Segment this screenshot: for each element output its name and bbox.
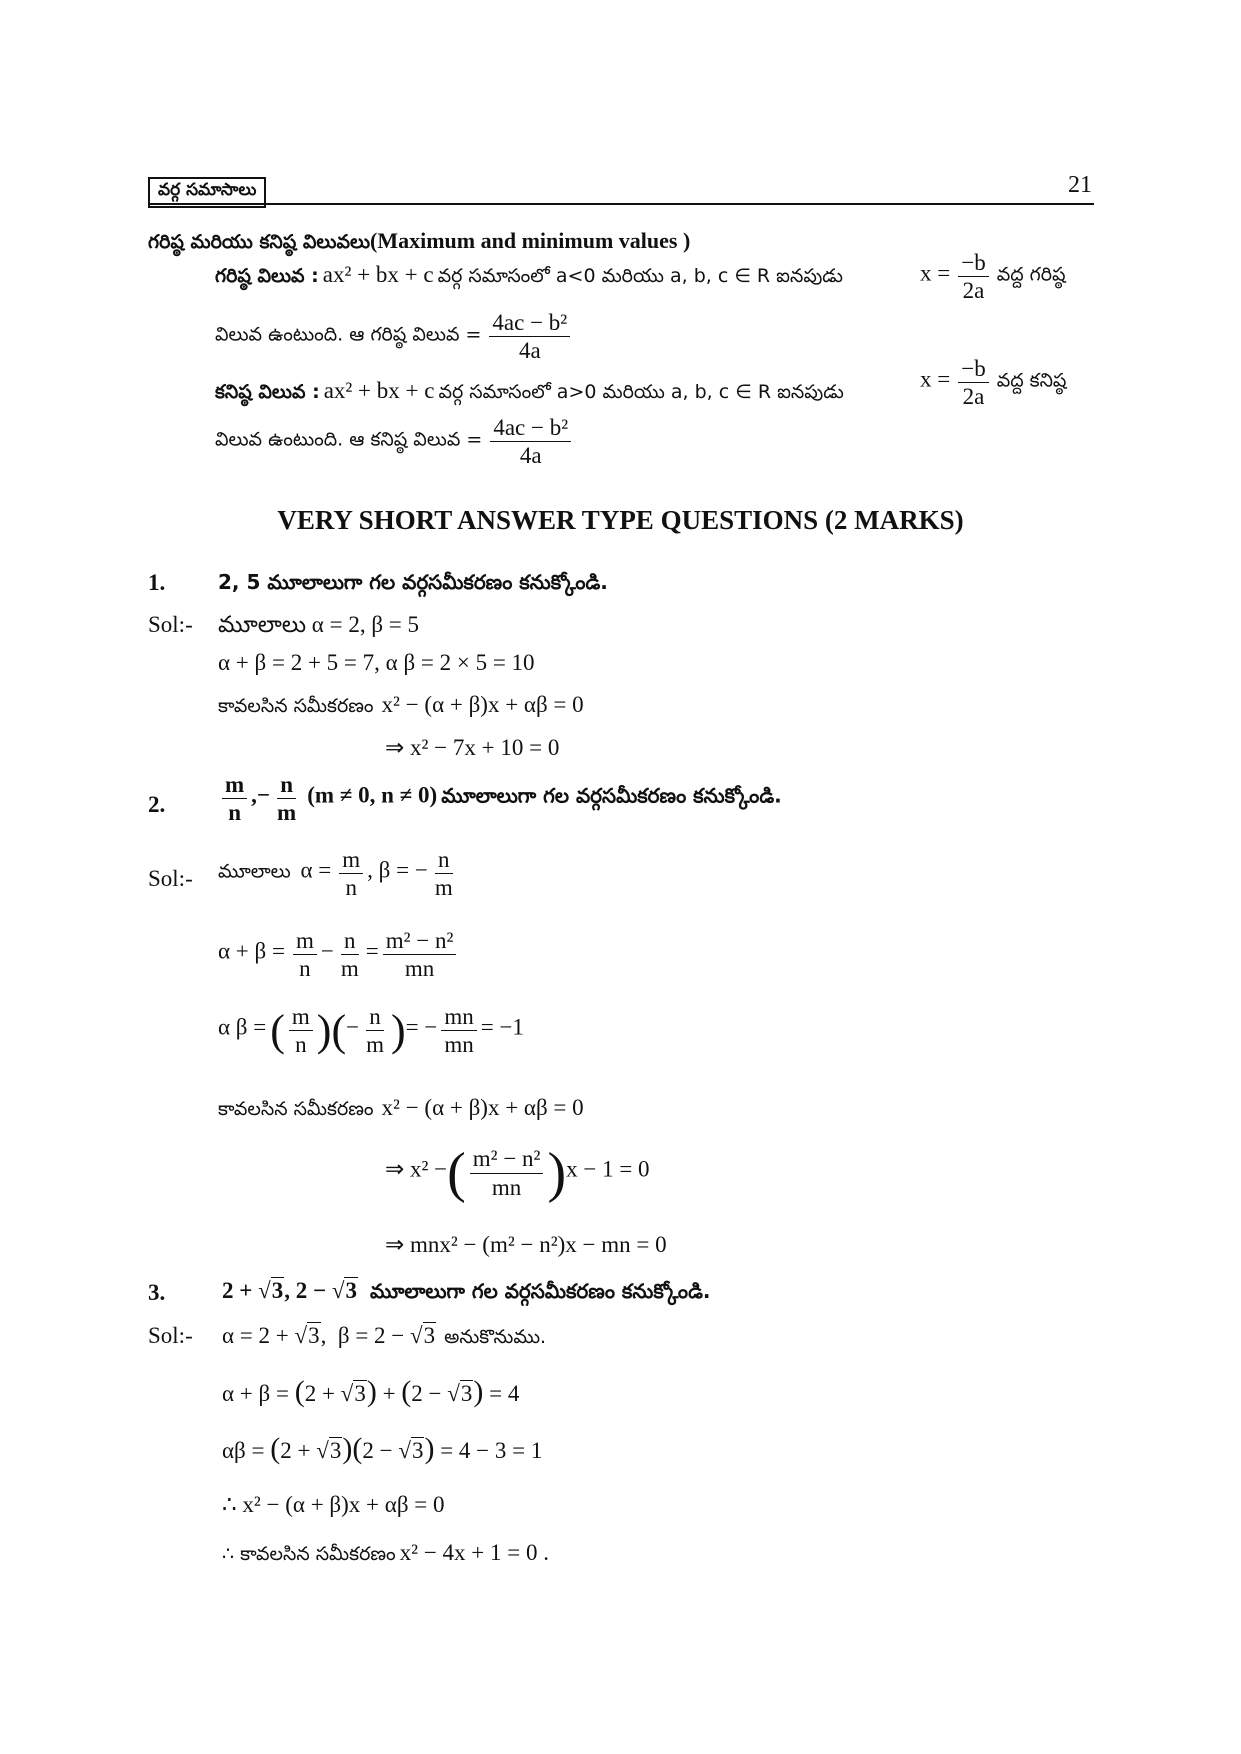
q1-text: 2, 5 మూలాలుగా గల వర్గసమీకరణం కనుక్కోండి. xyxy=(218,570,608,594)
q2-sum: α + β = $\frac{m}{n}$ − $\frac{n}{m}$ = $\frac{\text{m² − n²}}{mn}$ xyxy=(218,928,460,982)
q2-final: ⇒ mnx² − (m² − n²)x − mn = 0 xyxy=(385,1232,667,1257)
max-line-1: గరిష్ఠ విలువ : ax² + bx + c వర్గ సమాసంలో a<0 మరియు a, b, c ∈ R ఐనపుడు xyxy=(215,262,843,287)
maxmin-title: గరిష్ఠ మరియు కనిష్ఠ విలువలు(Maximum and minimum values ) xyxy=(148,228,691,253)
q2-number: 2. xyxy=(148,792,166,817)
header-rule xyxy=(148,203,1094,205)
q3-product: αβ = (2 + √3)(2 − √3) = 4 − 3 = 1 xyxy=(222,1432,543,1465)
q3-therefore-2: ∴ కావలసిన సమీకరణం x² − 4x + 1 = 0 . xyxy=(222,1540,549,1565)
q2-required: కావలసిన సమీకరణం x² − (α + β)x + αβ = 0 xyxy=(218,1095,584,1120)
q3-assume: α = 2 + √3, β = 2 − √3 అనుకొనుము. xyxy=(222,1323,547,1348)
page-number: 21 xyxy=(1068,172,1092,198)
q3-therefore-1: ∴ x² − (α + β)x + αβ = 0 xyxy=(222,1492,445,1517)
q1-line-3: కావలసిన సమీకరణం x² − (α + β)x + αβ = 0 xyxy=(218,692,584,717)
min-x-formula: x = $\frac{-b}{2a}$ వద్ద కనిష్ఠ xyxy=(920,356,1067,410)
q3-text: 2 + √3, 2 − √3 మూలాలుగా గల వర్గసమీకరణం కనుక్కోండి. xyxy=(222,1278,711,1303)
q2-roots: మూలాలు α = $\frac{m}{n}$ , β = − $\frac{n}{m}$ xyxy=(218,847,453,901)
q2-text: $\frac{m}{n}$ ,− $\frac{n}{m}$ (m ≠ 0, n ≠ 0) మూలాలుగా గల వర్గసమీకరణం కనుక్కోండి. xyxy=(218,772,782,826)
q1-sol-label: Sol:- xyxy=(148,612,193,637)
max-x-formula: x = $\frac{-b}{2a}$ వద్ద గరిష్ఠ xyxy=(920,250,1066,304)
min-line-2: విలువ ఉంటుంది. ఆ కనిష్ఠ విలువ = $\frac{\text{4ac − b²}}{4a}$ xyxy=(215,415,575,469)
section-heading: VERY SHORT ANSWER TYPE QUESTIONS (2 MARKS) xyxy=(277,505,964,535)
q2-sol-label: Sol:- xyxy=(148,866,193,891)
q1-line-1: మూలాలు α = 2, β = 5 xyxy=(218,612,419,637)
q1-line-4: ⇒ x² − 7x + 10 = 0 xyxy=(385,735,560,760)
q3-number: 3. xyxy=(148,1280,166,1305)
q2-product: α β = ( $\frac{m}{n}$ )(− $\frac{n}{m}$ )= − $\frac{mn}{mn}$ = −1 xyxy=(218,1004,524,1058)
max-line-2: విలువ ఉంటుంది. ఆ గరిష్ఠ విలువ = $\frac{\text{4ac − b²}}{4a}$ xyxy=(215,310,574,364)
chapter-title-box: వర్గ సమాసాలు xyxy=(148,177,266,208)
q1-line-2: α + β = 2 + 5 = 7, α β = 2 × 5 = 10 xyxy=(218,650,535,675)
q3-sum: α + β = (2 + √3) + (2 − √3) = 4 xyxy=(222,1375,520,1408)
min-line-1: కనిష్ఠ విలువ : ax² + bx + c వర్గ సమాసంలో a>0 మరియు a, b, c ∈ R ఐనపుడు xyxy=(215,378,844,403)
q2-step: ⇒ x² −( $\frac{\text{m² − n²}}{mn}$ )x − 1 = 0 xyxy=(385,1142,650,1204)
q3-sol-label: Sol:- xyxy=(148,1323,193,1348)
q1-number: 1. xyxy=(148,570,166,595)
